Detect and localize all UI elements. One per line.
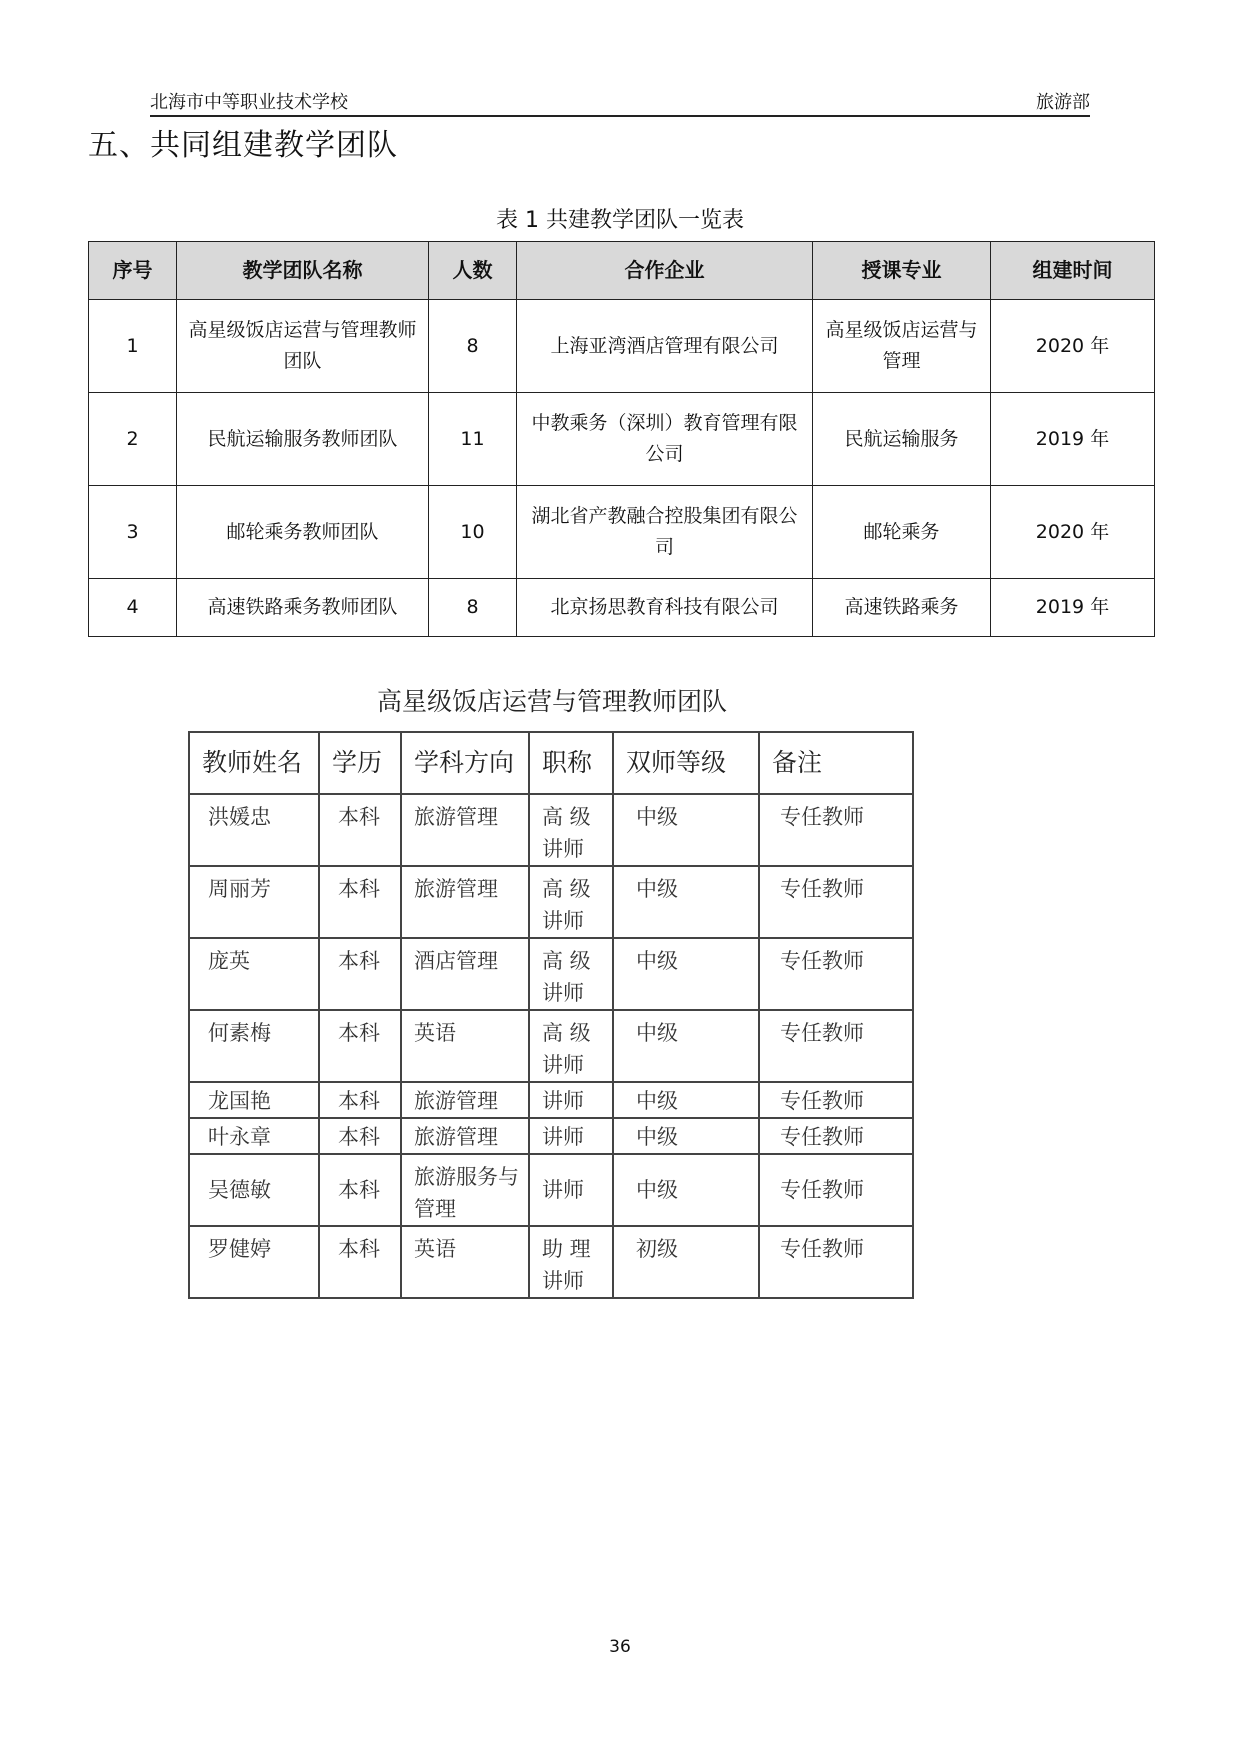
cell-dual-grade: 中级 [613,1154,759,1226]
cell-title: 高 级 讲师 [529,866,613,938]
cell-team-name: 邮轮乘务教师团队 [177,486,429,579]
cell-dual-grade: 中级 [613,866,759,938]
cell-index: 1 [89,300,177,393]
cell-count: 10 [429,486,517,579]
cell-teacher-name: 叶永章 [189,1118,319,1154]
cell-partner: 北京扬思教育科技有限公司 [517,579,813,637]
teacher-roster-table [188,731,914,1299]
table-row [189,1082,913,1118]
cell-subject: 旅游管理 [401,866,529,938]
cell-note: 专任教师 [759,1226,913,1298]
table-row [89,486,1155,579]
table-row [89,300,1155,393]
cell-note: 专任教师 [759,794,913,866]
col-header-title: 职称 [529,732,613,794]
table-row [89,579,1155,637]
header-school: 北海市中等职业技术学校 [150,92,348,113]
cell-major: 高星级饭店运营与管理 [813,300,991,393]
col-header-note: 备注 [759,732,913,794]
cell-major: 高速铁路乘务 [813,579,991,637]
cell-time: 2019 年 [991,579,1155,637]
table-row [89,393,1155,486]
cell-subject: 英语 [401,1010,529,1082]
col-header-count: 人数 [429,242,517,300]
table-row [189,866,913,938]
cell-dual-grade: 中级 [613,1010,759,1082]
cell-teacher-name: 洪媛忠 [189,794,319,866]
cell-title: 高 级 讲师 [529,938,613,1010]
cell-partner: 中教乘务（深圳）教育管理有限公司 [517,393,813,486]
col-header-time: 组建时间 [991,242,1155,300]
cell-team-name: 高星级饭店运营与管理教师团队 [177,300,429,393]
cell-index: 2 [89,393,177,486]
cell-dual-grade: 中级 [613,938,759,1010]
col-header-major: 授课专业 [813,242,991,300]
cell-title: 讲师 [529,1082,613,1118]
table1-caption: 表 1 共建教学团队一览表 [496,208,744,233]
cell-title: 助 理 讲师 [529,1226,613,1298]
cell-subject: 酒店管理 [401,938,529,1010]
col-header-partner: 合作企业 [517,242,813,300]
cell-time: 2020 年 [991,300,1155,393]
cell-dual-grade: 初级 [613,1226,759,1298]
col-header-teacher-name: 教师姓名 [189,732,319,794]
cell-degree: 本科 [319,866,401,938]
cell-note: 专任教师 [759,866,913,938]
cell-teacher-name: 罗健婷 [189,1226,319,1298]
col-header-subject: 学科方向 [401,732,529,794]
cell-subject: 旅游服务与 管理 [401,1154,529,1226]
cell-degree: 本科 [319,1010,401,1082]
cell-subject: 旅游管理 [401,1118,529,1154]
table-row [189,1010,913,1082]
cell-note: 专任教师 [759,1118,913,1154]
cell-teacher-name: 何素梅 [189,1010,319,1082]
cell-degree: 本科 [319,1154,401,1226]
cell-partner: 湖北省产教融合控股集团有限公司 [517,486,813,579]
table1-header-row [89,242,1155,300]
team-overview-table [88,241,1155,637]
cell-major: 邮轮乘务 [813,486,991,579]
cell-note: 专任教师 [759,1082,913,1118]
table-row [189,1226,913,1298]
cell-time: 2020 年 [991,486,1155,579]
cell-major: 民航运输服务 [813,393,991,486]
cell-count: 8 [429,579,517,637]
cell-index: 3 [89,486,177,579]
page-number: 36 [609,1637,631,1657]
cell-degree: 本科 [319,1226,401,1298]
col-header-dual-grade: 双师等级 [613,732,759,794]
cell-index: 4 [89,579,177,637]
table-row [189,1154,913,1226]
cell-team-name: 高速铁路乘务教师团队 [177,579,429,637]
cell-subject: 旅游管理 [401,794,529,866]
cell-subject: 英语 [401,1226,529,1298]
col-header-index: 序号 [89,242,177,300]
cell-note: 专任教师 [759,938,913,1010]
cell-title: 高 级 讲师 [529,794,613,866]
cell-title: 讲师 [529,1118,613,1154]
header-rule [150,115,1090,117]
cell-note: 专任教师 [759,1154,913,1226]
table-row [189,1118,913,1154]
cell-teacher-name: 庞英 [189,938,319,1010]
table-row [189,794,913,866]
cell-dual-grade: 中级 [613,1118,759,1154]
cell-time: 2019 年 [991,393,1155,486]
cell-title: 讲师 [529,1154,613,1226]
cell-teacher-name: 周丽芳 [189,866,319,938]
cell-teacher-name: 吴德敏 [189,1154,319,1226]
cell-dual-grade: 中级 [613,1082,759,1118]
cell-degree: 本科 [319,1082,401,1118]
table-row [189,938,913,1010]
cell-partner: 上海亚湾酒店管理有限公司 [517,300,813,393]
cell-dual-grade: 中级 [613,794,759,866]
col-header-degree: 学历 [319,732,401,794]
cell-count: 8 [429,300,517,393]
col-header-team-name: 教学团队名称 [177,242,429,300]
cell-degree: 本科 [319,938,401,1010]
cell-title: 高 级 讲师 [529,1010,613,1082]
cell-degree: 本科 [319,794,401,866]
header-department: 旅游部 [1036,92,1090,113]
cell-note: 专任教师 [759,1010,913,1082]
section-title: 五、共同组建教学团队 [88,128,398,163]
cell-subject: 旅游管理 [401,1082,529,1118]
cell-degree: 本科 [319,1118,401,1154]
teacher-table-title: 高星级饭店运营与管理教师团队 [376,687,727,716]
cell-count: 11 [429,393,517,486]
cell-teacher-name: 龙国艳 [189,1082,319,1118]
table2-header-row [189,732,913,794]
cell-team-name: 民航运输服务教师团队 [177,393,429,486]
